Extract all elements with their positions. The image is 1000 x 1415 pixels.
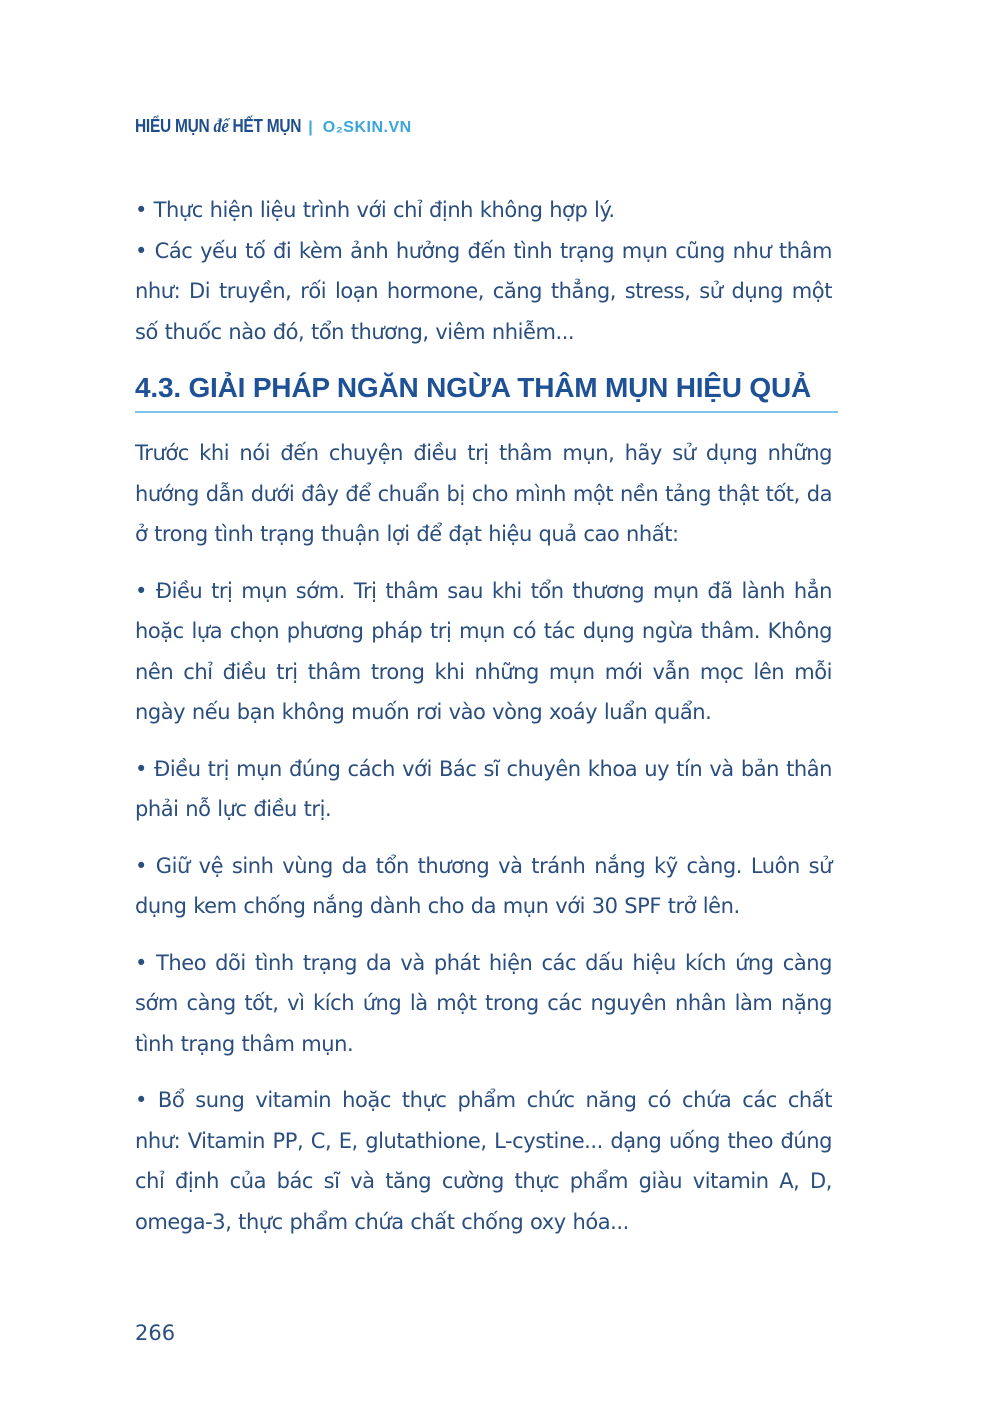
section-heading: 4.3. GIẢI PHÁP NGĂN NGỪA THÂM MỤN HIỆU QUẢ [135, 368, 838, 413]
book-title-part1: HIỂU MỤN [135, 116, 210, 136]
book-title-part2: HẾT MỤN [232, 116, 302, 136]
header-separator: | [308, 119, 313, 136]
page-content [135, 190, 832, 1242]
bullet-item: • Giữ vệ sinh vùng da tổn thương và tránh nắng kỹ càng. Luôn sử dụng kem chống nắng dành cho da mụn với 30 SPF trở lên. [135, 853, 832, 918]
page-number: 266 [135, 1321, 176, 1345]
bullet-item: • Bổ sung vitamin hoặc thực phẩm chức năng có chứa các chất như: Vitamin PP, C, E, glutathione, L-cystine... dạng uống theo đúng chỉ định của bác sĩ và tăng cường thực phẩm giàu vitamin A, D, omega-3, thực phẩm chứa chất chống oxy hóa... [135, 1088, 832, 1234]
book-title [135, 116, 301, 138]
section-intro: Trước khi nói đến chuyện điều trị thâm mụn, hãy sử dụng những hướng dẫn dưới đây để chuẩn bị cho mình một nền tảng thật tốt, da ở trong tình trạng thuận lợi để đạt hiệu quả cao nhất: [135, 441, 832, 546]
bullet-item: • Theo dõi tình trạng da và phát hiện các dấu hiệu kích ứng càng sớm càng tốt, vì kích ứng là một trong các nguyên nhân làm nặng tình trạng thâm mụn. [135, 950, 832, 1056]
bullet-item: • Điều trị mụn đúng cách với Bác sĩ chuyên khoa uy tín và bản thân phải nỗ lực điều trị. [135, 756, 832, 821]
book-title-de: để [213, 116, 229, 137]
bullet-item: • Các yếu tố đi kèm ảnh hưởng đến tình trạng mụn cũng như thâm như: Di truyền, rối loạn hormone, căng thẳng, stress, sử dụng một số thuốc nào đó, tổn thương, viêm nhiễm... [135, 238, 832, 344]
bullet-item: • Điều trị mụn sớm. Trị thâm sau khi tổn thương mụn đã lành hẳn hoặc lựa chọn phương pháp trị mụn có tác dụng ngừa thâm. Không nên chỉ điều trị thâm trong khi những mụn mới vẫn mọc lên mỗi ngày nếu bạn không muốn rơi vào vòng xoáy luẩn quẩn. [135, 578, 832, 724]
bullet-item: • Thực hiện liệu trình với chỉ định không hợp lý. [135, 198, 615, 222]
site-name: O₂SKIN.VN [322, 119, 412, 136]
running-header [135, 116, 412, 142]
